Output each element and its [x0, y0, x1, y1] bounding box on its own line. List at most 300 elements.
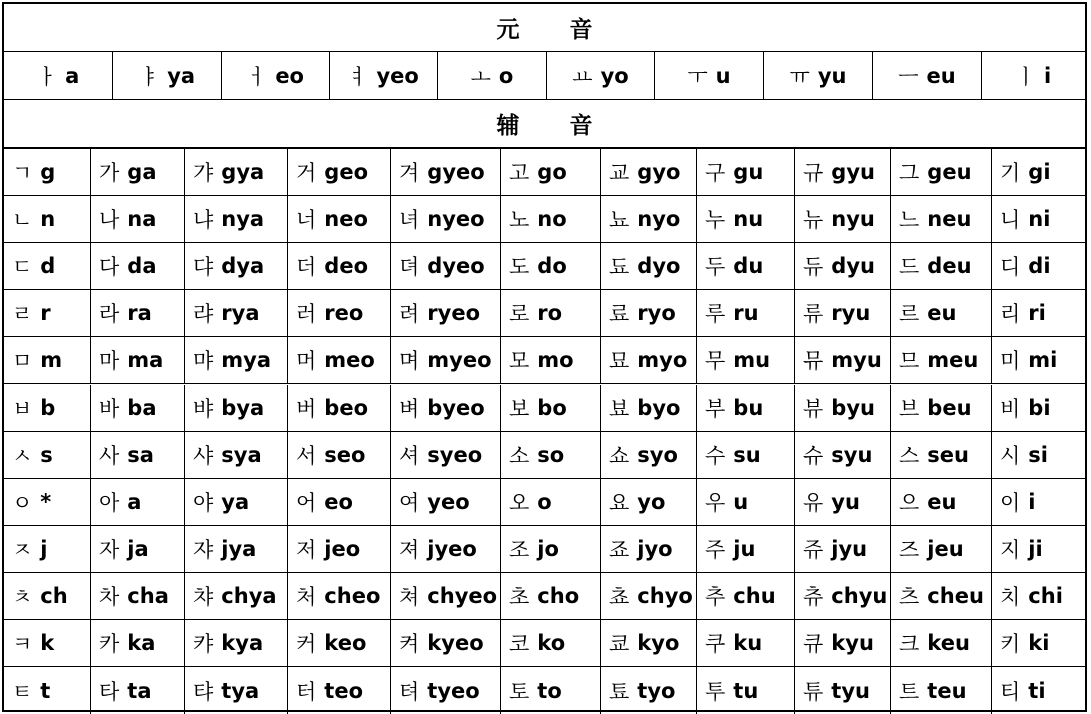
syllable-letter: 우 — [705, 490, 726, 515]
syllable-letter: 티 — [1000, 679, 1021, 704]
consonant-letter: ㄷ — [12, 255, 33, 280]
romanization: dyu — [831, 254, 875, 279]
syllable-cell — [287, 243, 390, 289]
vowel-romanization: eu — [926, 63, 956, 88]
consonant-cell — [4, 526, 90, 572]
romanization: jya — [221, 536, 257, 561]
syllable-cell — [890, 526, 991, 572]
syllable-cell — [991, 290, 1085, 336]
syllable-letter: 서 — [296, 443, 317, 468]
syllable-letter: 수 — [705, 443, 726, 468]
romanization: gi — [1028, 160, 1051, 185]
syllable-cell — [287, 526, 390, 572]
consonant-letter: ㄴ — [12, 208, 33, 233]
syllable-letter: 툐 — [609, 679, 630, 704]
romanization: bo — [537, 395, 567, 420]
syllable-cell — [184, 337, 287, 383]
syllable-cell — [90, 149, 184, 195]
syllable-letter: 코 — [509, 632, 530, 657]
syllable-letter: 모 — [509, 349, 530, 374]
syllable-letter: 이 — [1000, 490, 1021, 515]
consonant-letter: ㅊ — [12, 584, 33, 609]
romanization: chi — [1028, 583, 1063, 608]
romanization: t — [40, 678, 51, 703]
romanization: yo — [637, 489, 666, 514]
syllable-letter: 튜 — [803, 679, 824, 704]
syllable-letter: 라 — [99, 302, 120, 327]
syllable-cell — [390, 526, 500, 572]
syllable-letter: 머 — [296, 349, 317, 374]
syllable-cell — [890, 149, 991, 195]
romanization: ki — [1028, 631, 1050, 656]
romanization: byu — [831, 395, 875, 420]
romanization: du — [733, 254, 764, 279]
syllable-cell — [890, 196, 991, 242]
romanization: neu — [927, 207, 972, 232]
vowel-romanization: ya — [167, 63, 196, 88]
romanization: chu — [733, 583, 776, 608]
syllable-letter: 아 — [99, 490, 120, 515]
romanization: ko — [537, 631, 566, 656]
consonant-header-char-1: 辅 — [496, 113, 520, 139]
vowel-header-char-2: 音 — [569, 17, 593, 43]
syllable-cell — [500, 196, 600, 242]
romanization: bya — [221, 395, 265, 420]
romanization: ri — [1028, 301, 1046, 326]
syllable-cell — [90, 432, 184, 478]
syllable-cell — [890, 667, 991, 714]
romanization: gyeo — [427, 160, 485, 185]
syllable-letter: 즈 — [899, 537, 920, 562]
syllable-letter: 니 — [1000, 208, 1021, 233]
syllable-letter: 보 — [509, 396, 530, 421]
syllable-letter: 크 — [899, 632, 920, 657]
syllable-cell — [184, 526, 287, 572]
hangul-romanization-table — [2, 2, 1087, 712]
romanization: seu — [927, 442, 969, 467]
syllable-cell — [600, 196, 696, 242]
syllable-letter: 켜 — [399, 632, 420, 657]
romanization: to — [537, 678, 562, 703]
syllable-cell — [794, 432, 890, 478]
syllable-cell — [184, 667, 287, 714]
consonant-letter: ㅅ — [12, 443, 33, 468]
syllable-cell — [696, 290, 794, 336]
romanization: cho — [537, 583, 580, 608]
syllable-cell — [90, 526, 184, 572]
syllable-letter: 규 — [803, 161, 824, 186]
consonant-row — [4, 243, 1085, 290]
syllable-cell — [600, 290, 696, 336]
romanization: nya — [221, 207, 265, 232]
romanization: ju — [733, 536, 756, 561]
syllable-letter: 러 — [296, 302, 317, 327]
romanization: myo — [637, 348, 688, 373]
romanization: mi — [1028, 348, 1058, 373]
syllable-letter: 더 — [296, 255, 317, 280]
romanization: n — [40, 207, 56, 232]
vowel-romanization: yeo — [376, 63, 419, 88]
syllable-cell — [90, 620, 184, 666]
romanization: b — [40, 395, 56, 420]
syllable-cell — [991, 479, 1085, 525]
syllable-cell — [600, 620, 696, 666]
vowel-cell — [112, 52, 221, 99]
syllable-letter: 노 — [509, 208, 530, 233]
syllable-cell — [90, 667, 184, 714]
syllable-letter: 려 — [399, 302, 420, 327]
syllable-letter: 뵤 — [609, 396, 630, 421]
vowel-cell — [546, 52, 654, 99]
romanization: chya — [221, 583, 277, 608]
romanization: ryo — [637, 301, 676, 326]
consonant-row — [4, 290, 1085, 337]
syllable-letter: 교 — [609, 161, 630, 186]
romanization: ba — [127, 395, 157, 420]
romanization: geu — [927, 160, 972, 185]
syllable-letter: 주 — [705, 537, 726, 562]
syllable-cell — [696, 149, 794, 195]
syllable-letter: 쟈 — [193, 537, 214, 562]
consonant-row — [4, 573, 1085, 620]
romanization: bu — [733, 395, 764, 420]
romanization: gyo — [637, 160, 681, 185]
syllable-cell — [184, 149, 287, 195]
syllable-letter: 리 — [1000, 302, 1021, 327]
syllable-cell — [90, 243, 184, 289]
romanization: i — [1028, 489, 1036, 514]
vowel-romanization: a — [65, 63, 80, 88]
syllable-letter: 그 — [899, 161, 920, 186]
vowel-section-header — [4, 4, 1085, 52]
syllable-letter: 류 — [803, 302, 824, 327]
romanization: o — [537, 489, 552, 514]
consonant-row — [4, 432, 1085, 479]
syllable-letter: 갸 — [193, 161, 214, 186]
syllable-letter: 므 — [899, 349, 920, 374]
syllable-letter: 소 — [509, 443, 530, 468]
syllable-cell — [991, 243, 1085, 289]
syllable-letter: 비 — [1000, 396, 1021, 421]
syllable-letter: 뉴 — [803, 208, 824, 233]
syllable-letter: 여 — [399, 490, 420, 515]
romanization: nyu — [831, 207, 875, 232]
syllable-letter: 토 — [509, 679, 530, 704]
consonant-row — [4, 526, 1085, 573]
syllable-letter: 슈 — [803, 443, 824, 468]
vowel-cell — [4, 52, 112, 99]
syllable-letter: 듀 — [803, 255, 824, 280]
syllable-cell — [184, 385, 287, 431]
romanization: meu — [927, 348, 979, 373]
vowel-letter: ㅗ — [470, 64, 491, 89]
romanization: jyu — [831, 536, 868, 561]
syllable-letter: 먀 — [193, 349, 214, 374]
romanization: j — [40, 536, 48, 561]
romanization: ga — [127, 160, 157, 185]
romanization: bi — [1028, 395, 1051, 420]
syllable-cell — [794, 337, 890, 383]
syllable-cell — [991, 385, 1085, 431]
syllable-cell — [696, 620, 794, 666]
romanization: chyu — [831, 583, 888, 608]
consonant-cell — [4, 337, 90, 383]
romanization: sya — [221, 442, 262, 467]
romanization: ch — [40, 583, 68, 608]
syllable-cell — [696, 479, 794, 525]
romanization: syeo — [427, 442, 483, 467]
syllable-letter: 디 — [1000, 255, 1021, 280]
consonant-row — [4, 479, 1085, 526]
syllable-cell — [184, 290, 287, 336]
romanization: do — [537, 254, 567, 279]
romanization: m — [40, 348, 63, 373]
syllable-cell — [600, 243, 696, 289]
syllable-letter: 나 — [99, 208, 120, 233]
vowel-letter: ㅕ — [348, 64, 369, 89]
romanization: myeo — [427, 348, 492, 373]
romanization: ryu — [831, 301, 871, 326]
consonant-letter: ㄹ — [12, 302, 33, 327]
syllable-cell — [696, 526, 794, 572]
vowel-cell — [654, 52, 763, 99]
romanization: yu — [831, 489, 860, 514]
romanization: reo — [324, 301, 364, 326]
syllable-letter: 다 — [99, 255, 120, 280]
syllable-letter: 으 — [899, 490, 920, 515]
syllable-cell — [287, 667, 390, 714]
romanization: sa — [127, 442, 154, 467]
syllable-cell — [90, 479, 184, 525]
consonant-letter: ㄱ — [12, 161, 33, 186]
syllable-cell — [600, 149, 696, 195]
romanization: gu — [733, 160, 764, 185]
romanization: ma — [127, 348, 164, 373]
syllable-letter: 냐 — [193, 208, 214, 233]
romanization: meo — [324, 348, 375, 373]
syllable-letter: 캬 — [193, 632, 214, 657]
consonant-letter: ㅋ — [12, 632, 33, 657]
syllable-cell — [600, 432, 696, 478]
syllable-letter: 유 — [803, 490, 824, 515]
syllable-letter: 시 — [1000, 443, 1021, 468]
romanization: ro — [537, 301, 563, 326]
consonant-cell — [4, 149, 90, 195]
vowel-cell — [763, 52, 872, 99]
syllable-cell — [991, 196, 1085, 242]
syllable-letter: 쇼 — [609, 443, 630, 468]
romanization: go — [537, 160, 567, 185]
syllable-cell — [600, 385, 696, 431]
syllable-cell — [500, 620, 600, 666]
consonant-cell — [4, 573, 90, 619]
syllable-letter: 르 — [899, 302, 920, 327]
romanization: ra — [127, 301, 152, 326]
syllable-letter: 탸 — [193, 679, 214, 704]
romanization: byo — [637, 395, 681, 420]
vowel-letter: ㅡ — [898, 64, 919, 89]
syllable-letter: 랴 — [193, 302, 214, 327]
syllable-letter: 카 — [99, 632, 120, 657]
syllable-letter: 무 — [705, 349, 726, 374]
consonant-row — [4, 337, 1085, 384]
romanization: * — [40, 489, 52, 514]
syllable-letter: 타 — [99, 679, 120, 704]
romanization: beo — [324, 395, 368, 420]
syllable-letter: 스 — [899, 443, 920, 468]
syllable-cell — [794, 149, 890, 195]
syllable-cell — [90, 573, 184, 619]
consonant-letter: ㅈ — [12, 537, 33, 562]
vowel-letter: ㅛ — [572, 64, 593, 89]
syllable-cell — [390, 432, 500, 478]
romanization: mu — [733, 348, 771, 373]
romanization: gyu — [831, 160, 875, 185]
syllable-cell — [991, 620, 1085, 666]
consonant-cell — [4, 196, 90, 242]
romanization: deu — [927, 254, 972, 279]
romanization: eo — [324, 489, 353, 514]
syllable-letter: 며 — [399, 349, 420, 374]
syllable-cell — [287, 385, 390, 431]
syllable-cell — [500, 667, 600, 714]
syllable-letter: 쥬 — [803, 537, 824, 562]
syllable-letter: 미 — [1000, 349, 1021, 374]
syllable-cell — [991, 667, 1085, 714]
romanization: ni — [1028, 207, 1051, 232]
syllable-cell — [390, 573, 500, 619]
syllable-cell — [390, 290, 500, 336]
syllable-cell — [794, 290, 890, 336]
syllable-cell — [500, 526, 600, 572]
syllable-cell — [90, 196, 184, 242]
romanization: ku — [733, 631, 763, 656]
syllable-letter: 도 — [509, 255, 530, 280]
syllable-cell — [184, 243, 287, 289]
syllable-letter: 요 — [609, 490, 630, 515]
romanization: beu — [927, 395, 972, 420]
syllable-cell — [600, 337, 696, 383]
syllable-letter: 뱌 — [193, 396, 214, 421]
consonant-cell — [4, 385, 90, 431]
romanization: gya — [221, 160, 265, 185]
syllable-cell — [991, 432, 1085, 478]
romanization: deo — [324, 254, 368, 279]
romanization: ryeo — [427, 301, 481, 326]
romanization: dyeo — [427, 254, 485, 279]
romanization: u — [733, 489, 749, 514]
syllable-cell — [500, 385, 600, 431]
syllable-cell — [890, 620, 991, 666]
romanization: jyeo — [427, 536, 477, 561]
syllable-letter: 쵸 — [609, 584, 630, 609]
syllable-cell — [184, 479, 287, 525]
syllable-cell — [287, 620, 390, 666]
romanization: rya — [221, 301, 260, 326]
romanization: nyo — [637, 207, 681, 232]
romanization: eu — [927, 301, 957, 326]
syllable-cell — [390, 479, 500, 525]
romanization: ji — [1028, 536, 1043, 561]
syllable-cell — [794, 243, 890, 289]
syllable-letter: 누 — [705, 208, 726, 233]
romanization: jo — [537, 536, 559, 561]
vowel-letter: ㅑ — [138, 64, 160, 89]
vowel-romanization: yo — [600, 63, 629, 88]
consonant-section-header — [4, 100, 1085, 149]
syllable-cell — [794, 479, 890, 525]
romanization: di — [1028, 254, 1051, 279]
syllable-cell — [390, 243, 500, 289]
syllable-cell — [696, 573, 794, 619]
syllable-letter: 저 — [296, 537, 317, 562]
syllable-letter: 바 — [99, 396, 120, 421]
syllable-letter: 뷰 — [803, 396, 824, 421]
consonant-cell — [4, 432, 90, 478]
syllable-letter: 커 — [296, 632, 317, 657]
syllable-letter: 마 — [99, 349, 120, 374]
syllable-letter: 지 — [1000, 537, 1021, 562]
syllable-letter: 녀 — [399, 208, 420, 233]
syllable-cell — [287, 196, 390, 242]
syllable-cell — [500, 479, 600, 525]
syllable-letter: 루 — [705, 302, 726, 327]
romanization: kyu — [831, 631, 874, 656]
romanization: ja — [127, 536, 149, 561]
syllable-cell — [500, 149, 600, 195]
romanization: ti — [1028, 678, 1046, 703]
romanization: cha — [127, 583, 169, 608]
syllable-letter: 거 — [296, 161, 317, 186]
syllable-cell — [390, 385, 500, 431]
vowel-letter: ㅣ — [1015, 64, 1037, 89]
consonant-cell — [4, 479, 90, 525]
syllable-letter: 고 — [509, 161, 530, 186]
syllable-letter: 초 — [509, 584, 530, 609]
syllable-cell — [390, 337, 500, 383]
syllable-cell — [991, 573, 1085, 619]
consonant-row — [4, 667, 1085, 714]
consonant-letter: ㅁ — [12, 349, 33, 374]
syllable-cell — [890, 432, 991, 478]
syllable-letter: 뮤 — [803, 349, 824, 374]
syllable-cell — [991, 149, 1085, 195]
syllable-cell — [287, 290, 390, 336]
syllable-cell — [90, 385, 184, 431]
romanization: keu — [927, 631, 970, 656]
romanization: ru — [733, 301, 759, 326]
romanization: k — [40, 631, 55, 656]
romanization: syu — [831, 442, 873, 467]
syllable-cell — [184, 196, 287, 242]
romanization: ya — [221, 489, 250, 514]
syllable-cell — [390, 196, 500, 242]
syllable-letter: 챠 — [193, 584, 214, 609]
syllable-letter: 뇨 — [609, 208, 630, 233]
syllable-letter: 조 — [509, 537, 530, 562]
syllable-letter: 투 — [705, 679, 726, 704]
syllable-cell — [696, 196, 794, 242]
syllable-cell — [500, 337, 600, 383]
syllable-cell — [991, 337, 1085, 383]
romanization: r — [40, 301, 51, 326]
syllable-letter: 죠 — [609, 537, 630, 562]
syllable-letter: 구 — [705, 161, 726, 186]
romanization: tyo — [637, 678, 676, 703]
romanization: yeo — [427, 489, 470, 514]
romanization: jyo — [637, 536, 673, 561]
vowel-romanization: o — [498, 63, 514, 88]
